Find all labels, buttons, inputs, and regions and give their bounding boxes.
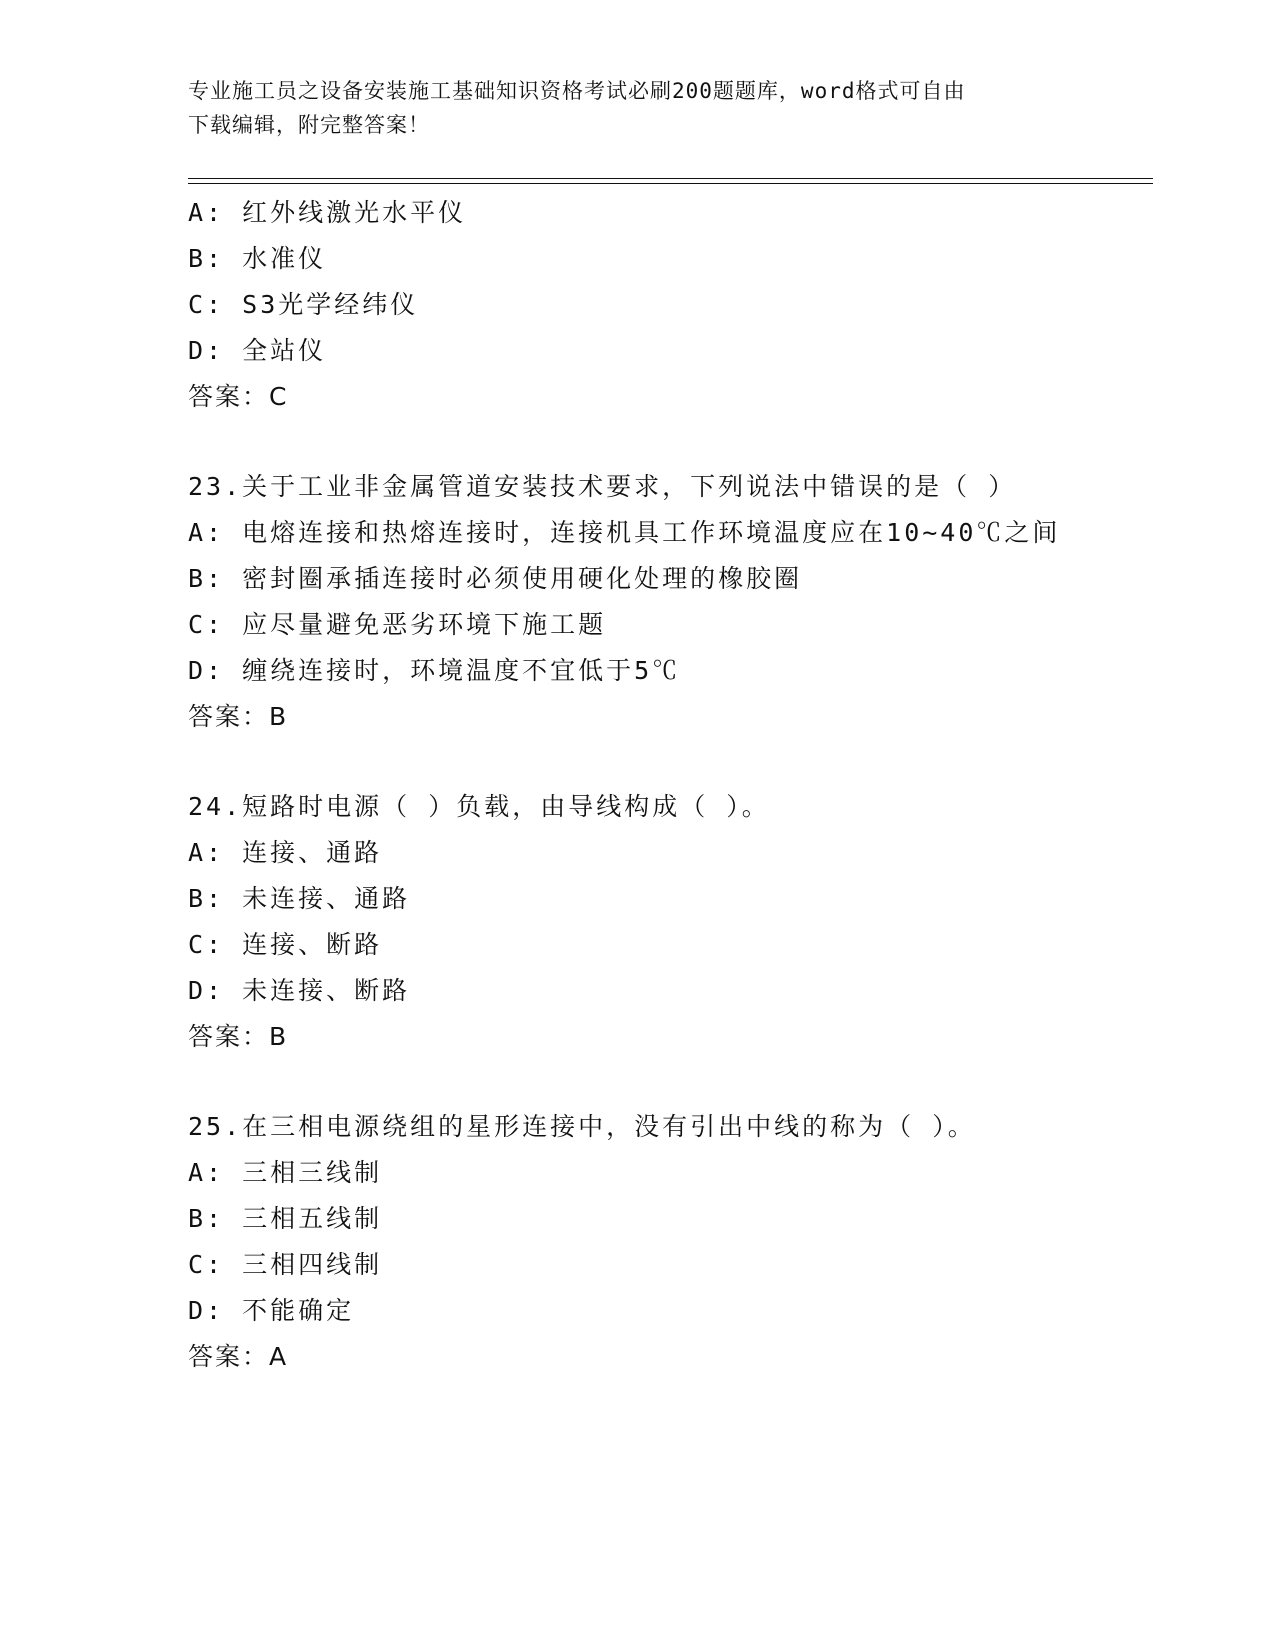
header-line-2: 下载编辑，附完整答案！	[188, 113, 430, 137]
option-c: C: 三相四线制	[188, 1250, 383, 1279]
answer-line: 答案：B	[188, 1022, 289, 1051]
option-d: D: 全站仪	[188, 336, 327, 365]
option-d: D: 缠绕连接时，环境温度不宜低于5℃	[188, 656, 681, 685]
header-line-1: 专业施工员之设备安装施工基础知识资格考试必刷200题题库，word格式可自由	[188, 79, 966, 103]
question-block-prev	[188, 190, 1153, 420]
header-divider-bottom	[188, 183, 1153, 184]
answer-line: 答案：C	[188, 382, 289, 411]
question-block-23	[188, 464, 1153, 740]
question-stem: 23.关于工业非金属管道安装技术要求，下列说法中错误的是（ ）	[188, 472, 1017, 501]
option-b: B: 未连接、通路	[188, 884, 411, 913]
question-stem: 25.在三相电源绕组的星形连接中，没有引出中线的称为（ ）。	[188, 1112, 976, 1141]
question-block-24	[188, 784, 1153, 1060]
option-c: C: 应尽量避免恶劣环境下施工题	[188, 610, 607, 639]
option-d: D: 未连接、断路	[188, 976, 411, 1005]
document-header	[188, 74, 1088, 142]
option-c: C: 连接、断路	[188, 930, 383, 959]
option-c: C: S3光学经纬仪	[188, 290, 419, 319]
header-divider-top	[188, 178, 1153, 179]
answer-line: 答案：A	[188, 1342, 289, 1371]
answer-line: 答案：B	[188, 702, 289, 731]
option-b: B: 密封圈承插连接时必须使用硬化处理的橡胶圈	[188, 564, 803, 593]
option-a: A: 连接、通路	[188, 838, 383, 867]
option-b: B: 水准仪	[188, 244, 327, 273]
option-a: A: 三相三线制	[188, 1158, 383, 1187]
question-stem: 24.短路时电源（ ）负载，由导线构成（ ）。	[188, 792, 770, 821]
option-a: A: 电熔连接和热熔连接时，连接机具工作环境温度应在10~40℃之间	[188, 518, 1061, 547]
question-list	[188, 190, 1153, 1380]
option-b: B: 三相五线制	[188, 1204, 383, 1233]
question-block-25	[188, 1104, 1153, 1380]
option-d: D: 不能确定	[188, 1296, 355, 1325]
option-a: A: 红外线激光水平仪	[188, 198, 467, 227]
